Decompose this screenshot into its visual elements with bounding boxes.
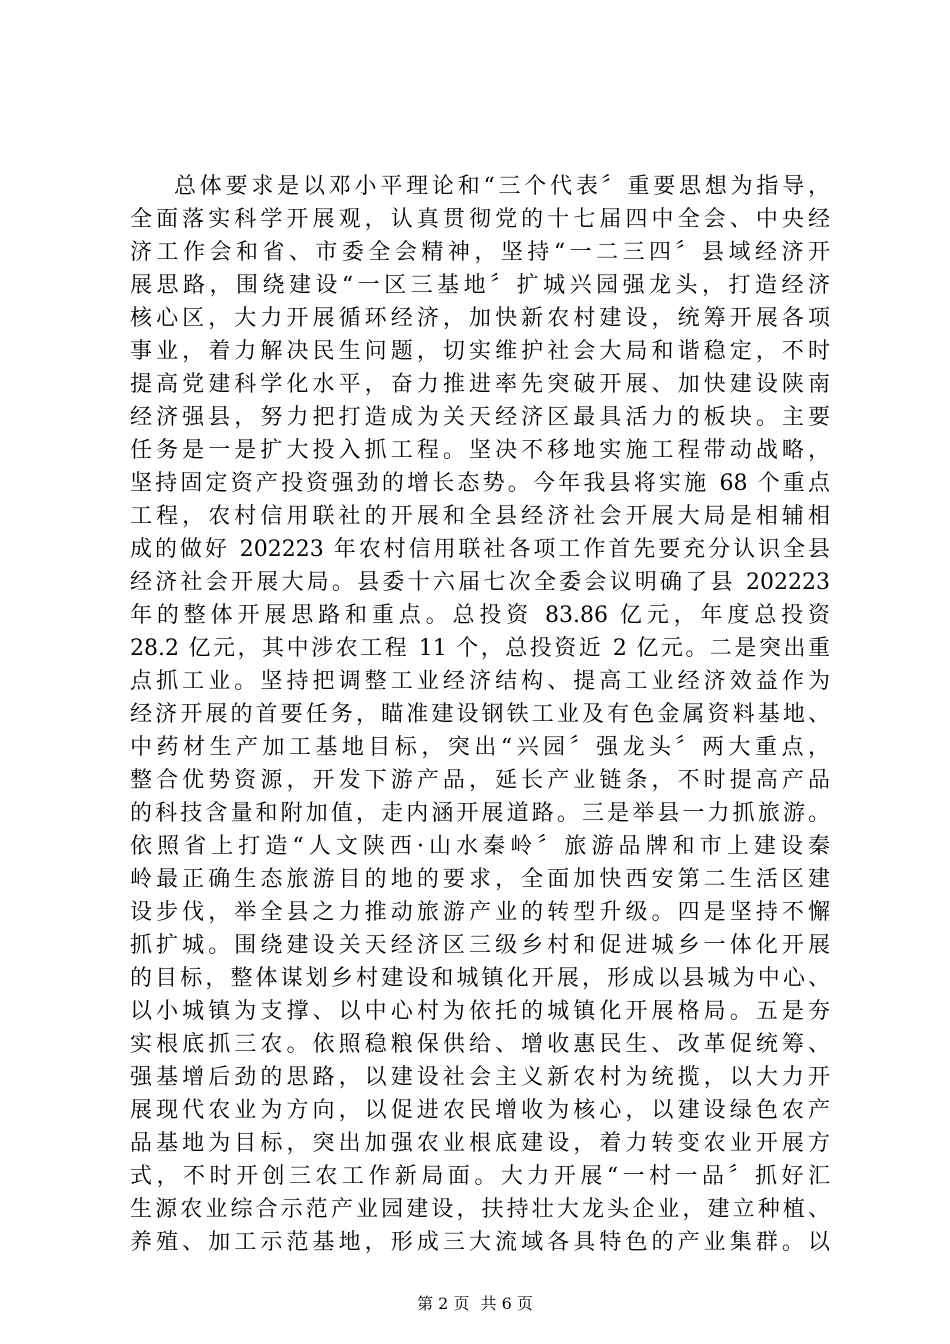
text-line: 济工作会和省、市委全会精神，坚持“一二三四〞县域经济开 (130, 240, 830, 265)
text-line: 提高党建科学化水平，奋力推进率先突破开展、加快建设陕南 (130, 372, 830, 397)
text-line: 中药材生产加工基地目标，突出“兴园〞强龙头〞两大重点， (130, 735, 830, 760)
text-line: 展思路，围绕建设“一区三基地〞扩城兴园强龙头，打造经济 (130, 273, 830, 298)
text-line: 全面落实科学开展观，认真贯彻党的十七届四中全会、中央经 (130, 207, 830, 232)
text-line: 整合优势资源，开发下游产品，延长产业链条，不时提高产品 (130, 768, 830, 793)
page-total: 共 6 页 (480, 1294, 533, 1313)
text-line: 的目标，整体谋划乡村建设和城镇化开展，形成以县城为中心、 (130, 966, 830, 991)
text-line: 展现代农业为方向，以促进农民增收为核心，以建设绿色农产 (130, 1098, 830, 1123)
text-line: 抓扩城。围绕建设关天经济区三级乡村和促进城乡一体化开展 (130, 933, 830, 958)
text-line: 以小城镇为支撑、以中心村为依托的城镇化开展格局。五是夯 (130, 999, 830, 1024)
text-line: 品基地为目标，突出加强农业根底建设，着力转变农业开展方 (130, 1131, 830, 1156)
text-line: 经济强县，努力把打造成为关天经济区最具活力的板块。主要 (130, 405, 830, 430)
text-line: 的科技含量和附加值，走内涵开展道路。三是举县一力抓旅游。 (130, 801, 830, 826)
body-paragraph (130, 170, 830, 1259)
text-line: 年的整体开展思路和重点。总投资 83.86 亿元，年度总投资 (130, 603, 830, 628)
text-line: 生源农业综合示范产业园建设，扶持壮大龙头企业，建立种植、 (130, 1197, 830, 1222)
text-line: 式，不时开创三农工作新局面。大力开展“一村一品〞抓好汇 (130, 1164, 830, 1189)
text-line: 设步伐，举全县之力推动旅游产业的转型升级。四是坚持不懈 (130, 900, 830, 925)
text-line: 实根底抓三农。依照稳粮保供给、增收惠民生、改革促统筹、 (130, 1032, 830, 1057)
text-line: 工程，农村信用联社的开展和全县经济社会开展大局是相辅相 (130, 504, 830, 529)
text-line: 强基增后劲的思路，以建设社会主义新农村为统揽，以大力开 (130, 1065, 830, 1090)
text-line: 任务是一是扩大投入抓工程。坚决不移地实施工程带动战略， (130, 438, 830, 463)
text-line: 岭最正确生态旅游目的地的要求，全面加快西安第二生活区建 (130, 867, 830, 892)
text-line: 核心区，大力开展循环经济，加快新农村建设，统筹开展各项 (130, 306, 830, 331)
text-line: 点抓工业。坚持把调整工业经济结构、提高工业经济效益作为 (130, 669, 830, 694)
text-line: 28.2 亿元，其中涉农工程 11 个，总投资近 2 亿元。二是突出重 (130, 636, 830, 661)
text-line: 成的做好 202223 年农村信用联社各项工作首先要充分认识全县 (130, 537, 830, 562)
text-line: 总体要求是以邓小平理论和“三个代表〞重要思想为指导， (174, 174, 830, 199)
text-line: 经济开展的首要任务，瞄准建设钢铁工业及有色金属资料基地、 (130, 702, 830, 727)
text-line: 事业，着力解决民生问题，切实维护社会大局和谐稳定，不时 (130, 339, 830, 364)
text-line: 养殖、加工示范基地，形成三大流域各具特色的产业集群。以 (130, 1230, 830, 1255)
page-footer (0, 1294, 950, 1314)
page-number: 第 2 页 (417, 1294, 470, 1313)
text-line: 经济社会开展大局。县委十六届七次全委会议明确了县 202223 (130, 570, 830, 595)
text-line: 坚持固定资产投资强劲的增长态势。今年我县将实施 68 个重点 (130, 471, 830, 496)
text-line: 依照省上打造“人文陕西·山水秦岭〞旅游品牌和市上建设秦 (130, 834, 830, 859)
